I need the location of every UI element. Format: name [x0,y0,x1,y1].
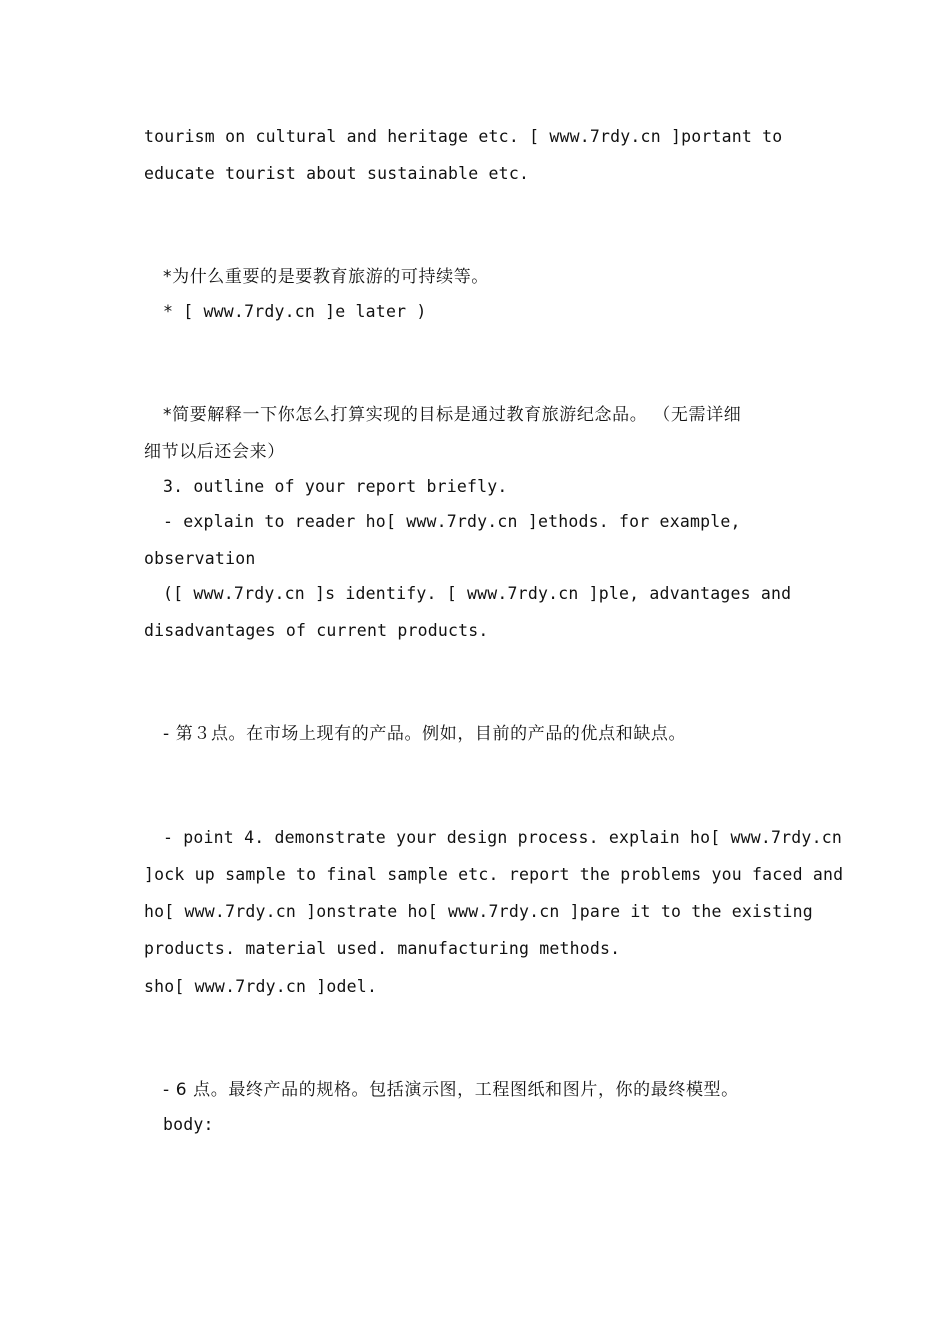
text-line: - point 4. demonstrate your design process. explain ho[ www.7rdy.cn [163,828,842,847]
text-line: *为什么重要的是要教育旅游的可持续等。 [163,267,489,287]
text-line: tourism on cultural and heritage etc. [ www.7rdy.cn ]portant to [144,127,783,146]
text-line: sho[ www.7rdy.cn ]odel. [144,977,378,996]
text-line: - explain to reader ho[ www.7rdy.cn ]ethods. for example, [163,512,741,531]
text-line: products. material used. manufacturing methods. [144,939,621,958]
text-line: ([ www.7rdy.cn ]s identify. [ www.7rdy.cn ]ple, advantages and [163,584,792,603]
text-line: educate tourist about sustainable etc. [144,164,530,183]
text-line: 3. outline of your report briefly. [163,477,508,496]
text-line: 细节以后还会来） [144,442,285,462]
text-line: ]ock up sample to final sample etc. report the problems you faced and [144,865,844,884]
text-line: *简要解释一下你怎么打算实现的目标是通过教育旅游纪念品。 （无需详细 [163,405,742,425]
text-line: * [ www.7rdy.cn ]e later ) [163,302,427,321]
text-line: ho[ www.7rdy.cn ]onstrate ho[ www.7rdy.cn ]pare it to the existing [144,902,813,921]
text-line: disadvantages of current products. [144,621,489,640]
text-line: - 6 点。最终产品的规格。包括演示图，工程图纸和图片，你的最终模型。 [163,1080,739,1100]
text-line: body: [163,1115,214,1134]
text-line: - 第３点。在市场上现有的产品。例如，目前的产品的优点和缺点。 [163,724,687,744]
text-line: observation [144,549,256,568]
